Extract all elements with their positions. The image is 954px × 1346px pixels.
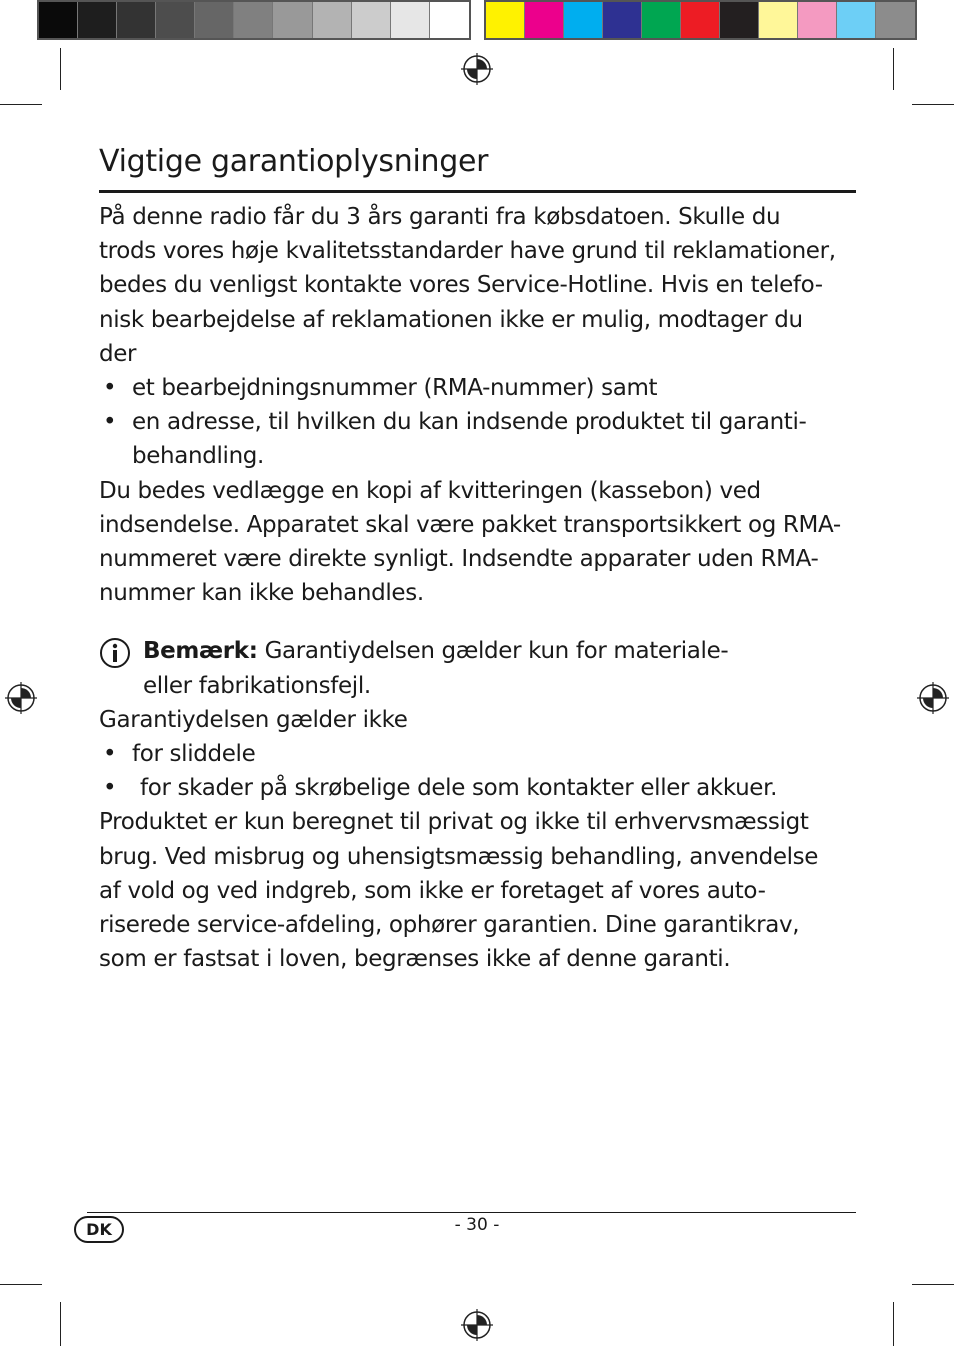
registration-mark-icon [461, 1309, 493, 1341]
color-swatch [681, 2, 720, 38]
color-swatch [117, 2, 156, 38]
registration-mark-icon [461, 53, 493, 85]
crop-mark [893, 1302, 894, 1346]
color-swatch [78, 2, 117, 38]
language-badge: DK [74, 1216, 124, 1243]
color-swatch [798, 2, 837, 38]
list-item [99, 405, 844, 473]
color-swatch [39, 2, 78, 38]
warranty-text [99, 200, 844, 976]
bullet-icon: • [103, 409, 117, 436]
color-swatch [195, 2, 234, 38]
crop-mark [0, 1284, 42, 1285]
crop-mark [893, 48, 894, 90]
page-title: Vigtige garantioplysninger [99, 144, 489, 179]
color-swatch [234, 2, 273, 38]
color-swatch [391, 2, 430, 38]
registration-mark-icon [5, 682, 37, 714]
list-item [99, 371, 844, 405]
color-swatch [837, 2, 876, 38]
list-item [99, 771, 844, 805]
color-swatch [603, 2, 642, 38]
page-number: - 30 - [454, 1215, 500, 1235]
color-swatch [352, 2, 391, 38]
color-swatch [313, 2, 352, 38]
note-label: Bemærk: [143, 638, 258, 665]
list-item-text: for sliddele [132, 741, 256, 768]
intro-paragraph: På denne radio får du 3 års garanti fra købsdatoen. Skulle du trods vores høje kvalitetsstandarder have grund til reklamationer, bedes du venligst kontakte vores Service-Hotline. Hvis en telefo-nisk bearbejdelse af reklamationen ikke er mulig, modtager du der [99, 204, 836, 367]
color-swatch [720, 2, 759, 38]
color-swatch [525, 2, 564, 38]
list-item-text: et bearbejdningsnummer (RMA-nummer) samt [132, 375, 658, 402]
bullet-icon: • [103, 741, 117, 768]
bullet-icon: • [103, 375, 117, 402]
registration-mark-icon [917, 682, 949, 714]
footer-divider [87, 1212, 99, 1213]
note-text: Garantiydelsen gælder kun for materiale- [264, 638, 729, 665]
crop-mark [912, 1284, 954, 1285]
grayscale-color-bar [37, 0, 471, 40]
color-swatch [430, 2, 469, 38]
crop-mark [912, 104, 954, 105]
note-block [99, 634, 844, 702]
crop-mark [0, 104, 42, 105]
process-color-bar [484, 0, 917, 40]
crop-mark [60, 1302, 61, 1346]
closing-paragraph: Produktet er kun beregnet til privat og ikke til erhvervsmæssigt brug. Ved misbrug og uhensigtsmæssig behandling, anvendelse af vold og ved indgreb, som ikke er foretaget af vores auto-riserede service-afdeling, ophører garantien. Dine garantikrav, som er fastsat i loven, begrænses ikke af denne garanti. [99, 809, 819, 973]
color-swatch [642, 2, 681, 38]
heading-divider [99, 190, 856, 193]
info-icon [99, 634, 143, 702]
exclusions-intro: Garantiydelsen gælder ikke [99, 706, 408, 733]
color-swatch [759, 2, 798, 38]
color-swatch [564, 2, 603, 38]
list-item-text: en adresse, til hvilken du kan indsende produktet til garanti-behandling. [132, 409, 807, 470]
color-swatch [876, 2, 915, 38]
list-item-text: for skader på skrøbelige dele som kontakter eller akkuer. [140, 775, 778, 802]
crop-mark [60, 48, 61, 90]
color-swatch [273, 2, 312, 38]
list-item [99, 737, 844, 771]
note-text-continued: eller fabrikationsfejl. [143, 672, 371, 699]
color-swatch [486, 2, 525, 38]
footer-divider [99, 1212, 856, 1213]
bullet-icon: • [103, 775, 117, 802]
color-swatch [156, 2, 195, 38]
shipping-paragraph: Du bedes vedlægge en kopi af kvitteringen (kassebon) ved indsendelse. Apparatet skal være pakket transportsikkert og RMA-nummeret være direkte synligt. Indsendte apparater uden RMA-nummer kan ikke behandles. [99, 477, 841, 607]
